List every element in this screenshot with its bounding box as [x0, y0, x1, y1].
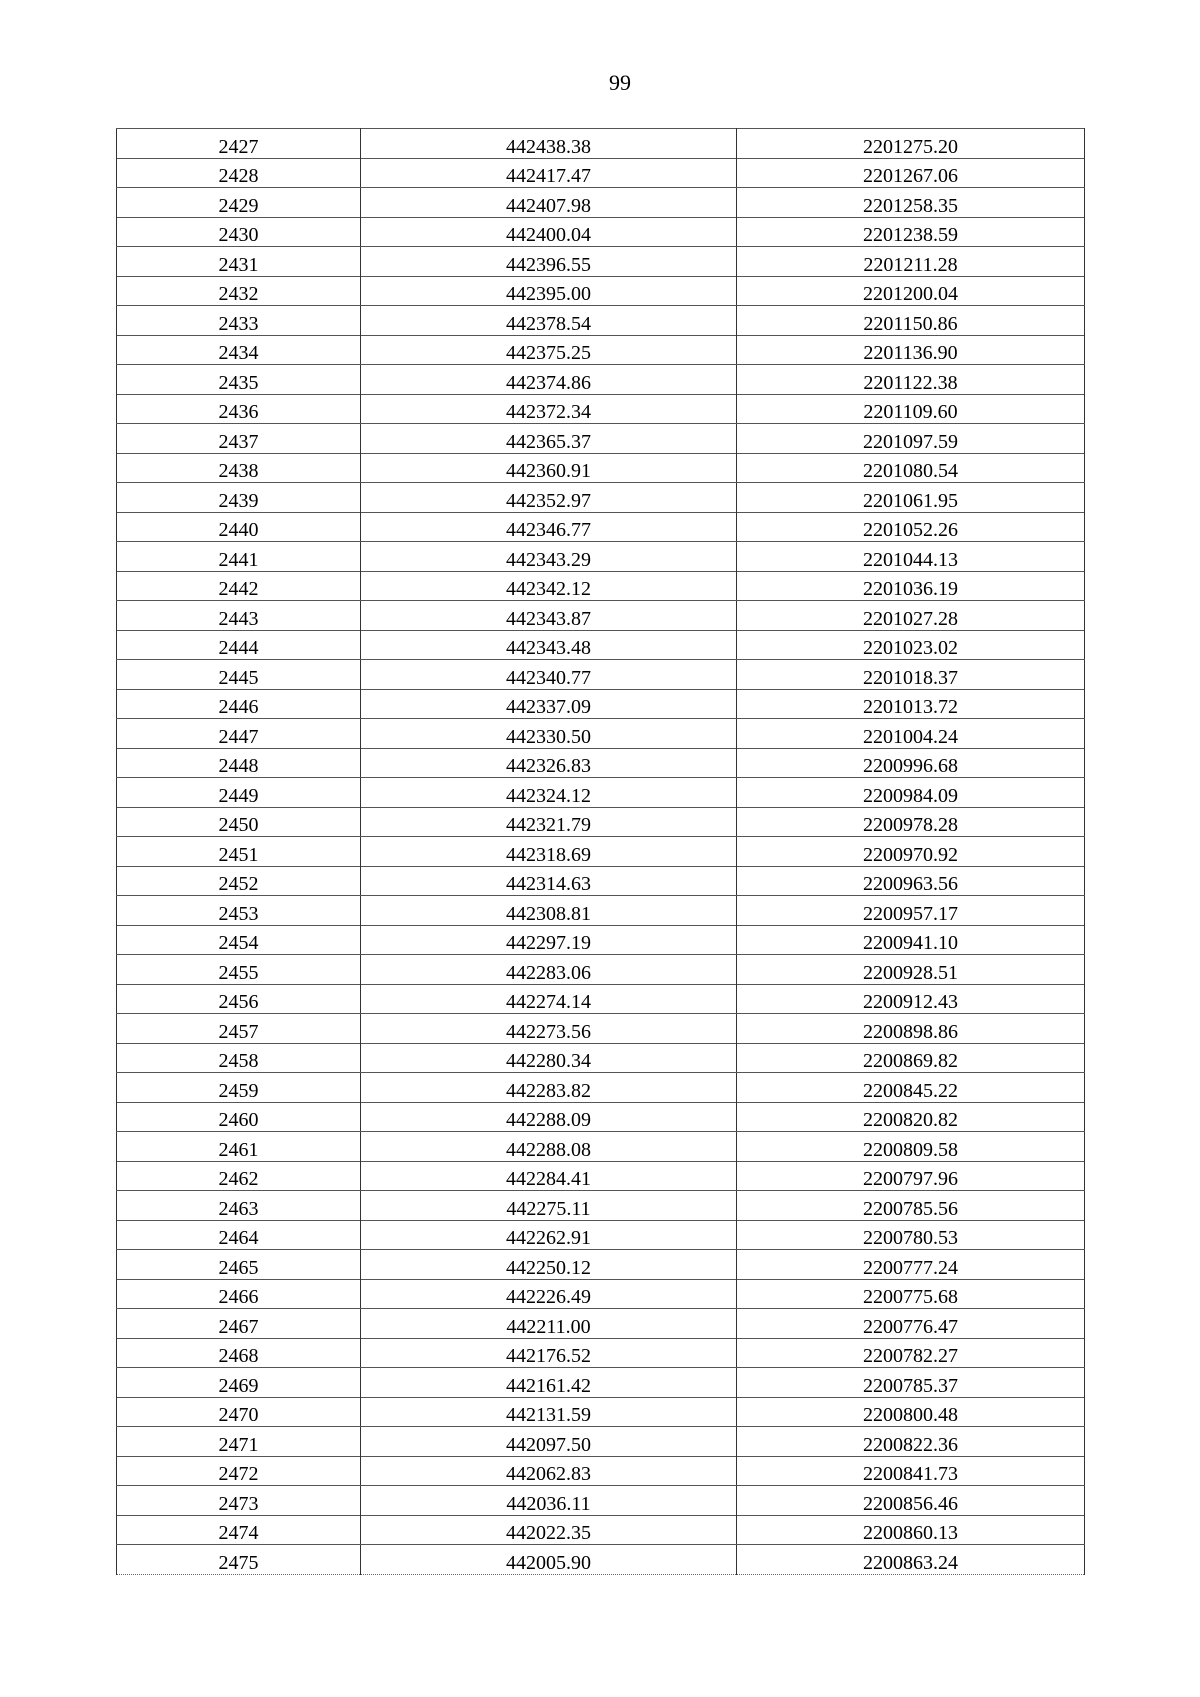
- point-number-cell: 2452: [117, 866, 361, 896]
- x-coordinate-cell: 442211.00: [361, 1309, 737, 1339]
- y-coordinate-cell: 2200898.86: [737, 1014, 1085, 1044]
- point-number-cell: 2443: [117, 601, 361, 631]
- table-row: [117, 335, 1085, 365]
- point-number-cell: 2429: [117, 188, 361, 218]
- point-number-cell: 2470: [117, 1397, 361, 1427]
- x-coordinate-cell: 442274.14: [361, 984, 737, 1014]
- coordinates-table: [116, 128, 1085, 1575]
- point-number-cell: 2474: [117, 1515, 361, 1545]
- point-number-cell: 2437: [117, 424, 361, 454]
- table-row: [117, 837, 1085, 867]
- table-row: [117, 1191, 1085, 1221]
- table-row: [117, 1397, 1085, 1427]
- x-coordinate-cell: 442273.56: [361, 1014, 737, 1044]
- y-coordinate-cell: 2200845.22: [737, 1073, 1085, 1103]
- y-coordinate-cell: 2201097.59: [737, 424, 1085, 454]
- table-row: [117, 601, 1085, 631]
- x-coordinate-cell: 442324.12: [361, 778, 737, 808]
- table-row: [117, 955, 1085, 985]
- y-coordinate-cell: 2201027.28: [737, 601, 1085, 631]
- y-coordinate-cell: 2200775.68: [737, 1279, 1085, 1309]
- coordinates-table-body: [117, 129, 1085, 1575]
- table-row: [117, 1456, 1085, 1486]
- x-coordinate-cell: 442360.91: [361, 453, 737, 483]
- x-coordinate-cell: 442176.52: [361, 1338, 737, 1368]
- point-number-cell: 2459: [117, 1073, 361, 1103]
- table-row: [117, 748, 1085, 778]
- y-coordinate-cell: 2200978.28: [737, 807, 1085, 837]
- x-coordinate-cell: 442297.19: [361, 925, 737, 955]
- table-row: [117, 1486, 1085, 1516]
- y-coordinate-cell: 2200822.36: [737, 1427, 1085, 1457]
- table-row: [117, 1515, 1085, 1545]
- table-row: [117, 984, 1085, 1014]
- point-number-cell: 2447: [117, 719, 361, 749]
- point-number-cell: 2450: [117, 807, 361, 837]
- x-coordinate-cell: 442022.35: [361, 1515, 737, 1545]
- y-coordinate-cell: 2201122.38: [737, 365, 1085, 395]
- x-coordinate-cell: 442330.50: [361, 719, 737, 749]
- x-coordinate-cell: 442365.37: [361, 424, 737, 454]
- table-row: [117, 1279, 1085, 1309]
- point-number-cell: 2467: [117, 1309, 361, 1339]
- x-coordinate-cell: 442395.00: [361, 276, 737, 306]
- point-number-cell: 2440: [117, 512, 361, 542]
- table-row: [117, 158, 1085, 188]
- table-row: [117, 896, 1085, 926]
- point-number-cell: 2444: [117, 630, 361, 660]
- x-coordinate-cell: 442131.59: [361, 1397, 737, 1427]
- table-row: [117, 1250, 1085, 1280]
- point-number-cell: 2455: [117, 955, 361, 985]
- x-coordinate-cell: 442352.97: [361, 483, 737, 513]
- y-coordinate-cell: 2201044.13: [737, 542, 1085, 572]
- point-number-cell: 2456: [117, 984, 361, 1014]
- y-coordinate-cell: 2200912.43: [737, 984, 1085, 1014]
- table-row: [117, 1102, 1085, 1132]
- x-coordinate-cell: 442318.69: [361, 837, 737, 867]
- y-coordinate-cell: 2201150.86: [737, 306, 1085, 336]
- point-number-cell: 2427: [117, 129, 361, 159]
- table-row: [117, 276, 1085, 306]
- point-number-cell: 2453: [117, 896, 361, 926]
- table-row: [117, 542, 1085, 572]
- x-coordinate-cell: 442284.41: [361, 1161, 737, 1191]
- y-coordinate-cell: 2200970.92: [737, 837, 1085, 867]
- x-coordinate-cell: 442400.04: [361, 217, 737, 247]
- y-coordinate-cell: 2201080.54: [737, 453, 1085, 483]
- point-number-cell: 2446: [117, 689, 361, 719]
- table-row: [117, 925, 1085, 955]
- x-coordinate-cell: 442250.12: [361, 1250, 737, 1280]
- point-number-cell: 2434: [117, 335, 361, 365]
- point-number-cell: 2460: [117, 1102, 361, 1132]
- y-coordinate-cell: 2200785.37: [737, 1368, 1085, 1398]
- table-row: [117, 807, 1085, 837]
- y-coordinate-cell: 2200782.27: [737, 1338, 1085, 1368]
- point-number-cell: 2433: [117, 306, 361, 336]
- point-number-cell: 2471: [117, 1427, 361, 1457]
- x-coordinate-cell: 442283.82: [361, 1073, 737, 1103]
- x-coordinate-cell: 442326.83: [361, 748, 737, 778]
- x-coordinate-cell: 442343.29: [361, 542, 737, 572]
- table-row: [117, 778, 1085, 808]
- x-coordinate-cell: 442374.86: [361, 365, 737, 395]
- point-number-cell: 2436: [117, 394, 361, 424]
- table-row: [117, 1427, 1085, 1457]
- x-coordinate-cell: 442314.63: [361, 866, 737, 896]
- y-coordinate-cell: 2201275.20: [737, 129, 1085, 159]
- point-number-cell: 2448: [117, 748, 361, 778]
- y-coordinate-cell: 2201267.06: [737, 158, 1085, 188]
- x-coordinate-cell: 442097.50: [361, 1427, 737, 1457]
- x-coordinate-cell: 442161.42: [361, 1368, 737, 1398]
- point-number-cell: 2431: [117, 247, 361, 277]
- y-coordinate-cell: 2201200.04: [737, 276, 1085, 306]
- point-number-cell: 2466: [117, 1279, 361, 1309]
- point-number-cell: 2454: [117, 925, 361, 955]
- x-coordinate-cell: 442343.48: [361, 630, 737, 660]
- table-row: [117, 424, 1085, 454]
- y-coordinate-cell: 2200941.10: [737, 925, 1085, 955]
- x-coordinate-cell: 442375.25: [361, 335, 737, 365]
- x-coordinate-cell: 442321.79: [361, 807, 737, 837]
- table-row: [117, 188, 1085, 218]
- y-coordinate-cell: 2201238.59: [737, 217, 1085, 247]
- y-coordinate-cell: 2200809.58: [737, 1132, 1085, 1162]
- point-number-cell: 2428: [117, 158, 361, 188]
- x-coordinate-cell: 442396.55: [361, 247, 737, 277]
- y-coordinate-cell: 2200996.68: [737, 748, 1085, 778]
- table-row: [117, 660, 1085, 690]
- table-row: [117, 630, 1085, 660]
- y-coordinate-cell: 2201136.90: [737, 335, 1085, 365]
- table-row: [117, 129, 1085, 159]
- y-coordinate-cell: 2201013.72: [737, 689, 1085, 719]
- page-number: 99: [609, 70, 631, 95]
- y-coordinate-cell: 2201211.28: [737, 247, 1085, 277]
- point-number-cell: 2463: [117, 1191, 361, 1221]
- table-row: [117, 306, 1085, 336]
- y-coordinate-cell: 2200856.46: [737, 1486, 1085, 1516]
- x-coordinate-cell: 442342.12: [361, 571, 737, 601]
- point-number-cell: 2439: [117, 483, 361, 513]
- x-coordinate-cell: 442337.09: [361, 689, 737, 719]
- y-coordinate-cell: 2201018.37: [737, 660, 1085, 690]
- y-coordinate-cell: 2200863.24: [737, 1545, 1085, 1575]
- x-coordinate-cell: 442372.34: [361, 394, 737, 424]
- point-number-cell: 2458: [117, 1043, 361, 1073]
- x-coordinate-cell: 442062.83: [361, 1456, 737, 1486]
- x-coordinate-cell: 442288.08: [361, 1132, 737, 1162]
- point-number-cell: 2468: [117, 1338, 361, 1368]
- point-number-cell: 2469: [117, 1368, 361, 1398]
- point-number-cell: 2462: [117, 1161, 361, 1191]
- x-coordinate-cell: 442226.49: [361, 1279, 737, 1309]
- point-number-cell: 2441: [117, 542, 361, 572]
- point-number-cell: 2473: [117, 1486, 361, 1516]
- y-coordinate-cell: 2200776.47: [737, 1309, 1085, 1339]
- point-number-cell: 2430: [117, 217, 361, 247]
- y-coordinate-cell: 2201061.95: [737, 483, 1085, 513]
- x-coordinate-cell: 442262.91: [361, 1220, 737, 1250]
- table-row: [117, 512, 1085, 542]
- table-row: [117, 1545, 1085, 1575]
- table-row: [117, 394, 1085, 424]
- table-row: [117, 571, 1085, 601]
- point-number-cell: 2464: [117, 1220, 361, 1250]
- x-coordinate-cell: 442378.54: [361, 306, 737, 336]
- point-number-cell: 2475: [117, 1545, 361, 1575]
- point-number-cell: 2461: [117, 1132, 361, 1162]
- y-coordinate-cell: 2200780.53: [737, 1220, 1085, 1250]
- point-number-cell: 2445: [117, 660, 361, 690]
- point-number-cell: 2465: [117, 1250, 361, 1280]
- x-coordinate-cell: 442308.81: [361, 896, 737, 926]
- y-coordinate-cell: 2200777.24: [737, 1250, 1085, 1280]
- y-coordinate-cell: 2200800.48: [737, 1397, 1085, 1427]
- x-coordinate-cell: 442407.98: [361, 188, 737, 218]
- table-row: [117, 453, 1085, 483]
- y-coordinate-cell: 2200841.73: [737, 1456, 1085, 1486]
- table-row: [117, 1338, 1085, 1368]
- table-row: [117, 719, 1085, 749]
- y-coordinate-cell: 2201109.60: [737, 394, 1085, 424]
- table-row: [117, 866, 1085, 896]
- y-coordinate-cell: 2200928.51: [737, 955, 1085, 985]
- x-coordinate-cell: 442438.38: [361, 129, 737, 159]
- x-coordinate-cell: 442036.11: [361, 1486, 737, 1516]
- table-row: [117, 1132, 1085, 1162]
- y-coordinate-cell: 2201004.24: [737, 719, 1085, 749]
- x-coordinate-cell: 442283.06: [361, 955, 737, 985]
- point-number-cell: 2435: [117, 365, 361, 395]
- point-number-cell: 2451: [117, 837, 361, 867]
- x-coordinate-cell: 442280.34: [361, 1043, 737, 1073]
- point-number-cell: 2432: [117, 276, 361, 306]
- table-row: [117, 1161, 1085, 1191]
- y-coordinate-cell: 2200869.82: [737, 1043, 1085, 1073]
- y-coordinate-cell: 2200820.82: [737, 1102, 1085, 1132]
- table-row: [117, 247, 1085, 277]
- table-row: [117, 483, 1085, 513]
- x-coordinate-cell: 442346.77: [361, 512, 737, 542]
- x-coordinate-cell: 442275.11: [361, 1191, 737, 1221]
- x-coordinate-cell: 442417.47: [361, 158, 737, 188]
- y-coordinate-cell: 2200860.13: [737, 1515, 1085, 1545]
- point-number-cell: 2442: [117, 571, 361, 601]
- point-number-cell: 2457: [117, 1014, 361, 1044]
- point-number-cell: 2472: [117, 1456, 361, 1486]
- y-coordinate-cell: 2201052.26: [737, 512, 1085, 542]
- table-row: [117, 217, 1085, 247]
- table-row: [117, 1043, 1085, 1073]
- y-coordinate-cell: 2201258.35: [737, 188, 1085, 218]
- y-coordinate-cell: 2200984.09: [737, 778, 1085, 808]
- x-coordinate-cell: 442343.87: [361, 601, 737, 631]
- table-row: [117, 1368, 1085, 1398]
- table-row: [117, 689, 1085, 719]
- table-row: [117, 365, 1085, 395]
- y-coordinate-cell: 2200785.56: [737, 1191, 1085, 1221]
- y-coordinate-cell: 2200797.96: [737, 1161, 1085, 1191]
- table-row: [117, 1014, 1085, 1044]
- y-coordinate-cell: 2200957.17: [737, 896, 1085, 926]
- table-row: [117, 1220, 1085, 1250]
- point-number-cell: 2449: [117, 778, 361, 808]
- y-coordinate-cell: 2201023.02: [737, 630, 1085, 660]
- x-coordinate-cell: 442288.09: [361, 1102, 737, 1132]
- table-row: [117, 1309, 1085, 1339]
- x-coordinate-cell: 442005.90: [361, 1545, 737, 1575]
- y-coordinate-cell: 2201036.19: [737, 571, 1085, 601]
- table-row: [117, 1073, 1085, 1103]
- point-number-cell: 2438: [117, 453, 361, 483]
- y-coordinate-cell: 2200963.56: [737, 866, 1085, 896]
- x-coordinate-cell: 442340.77: [361, 660, 737, 690]
